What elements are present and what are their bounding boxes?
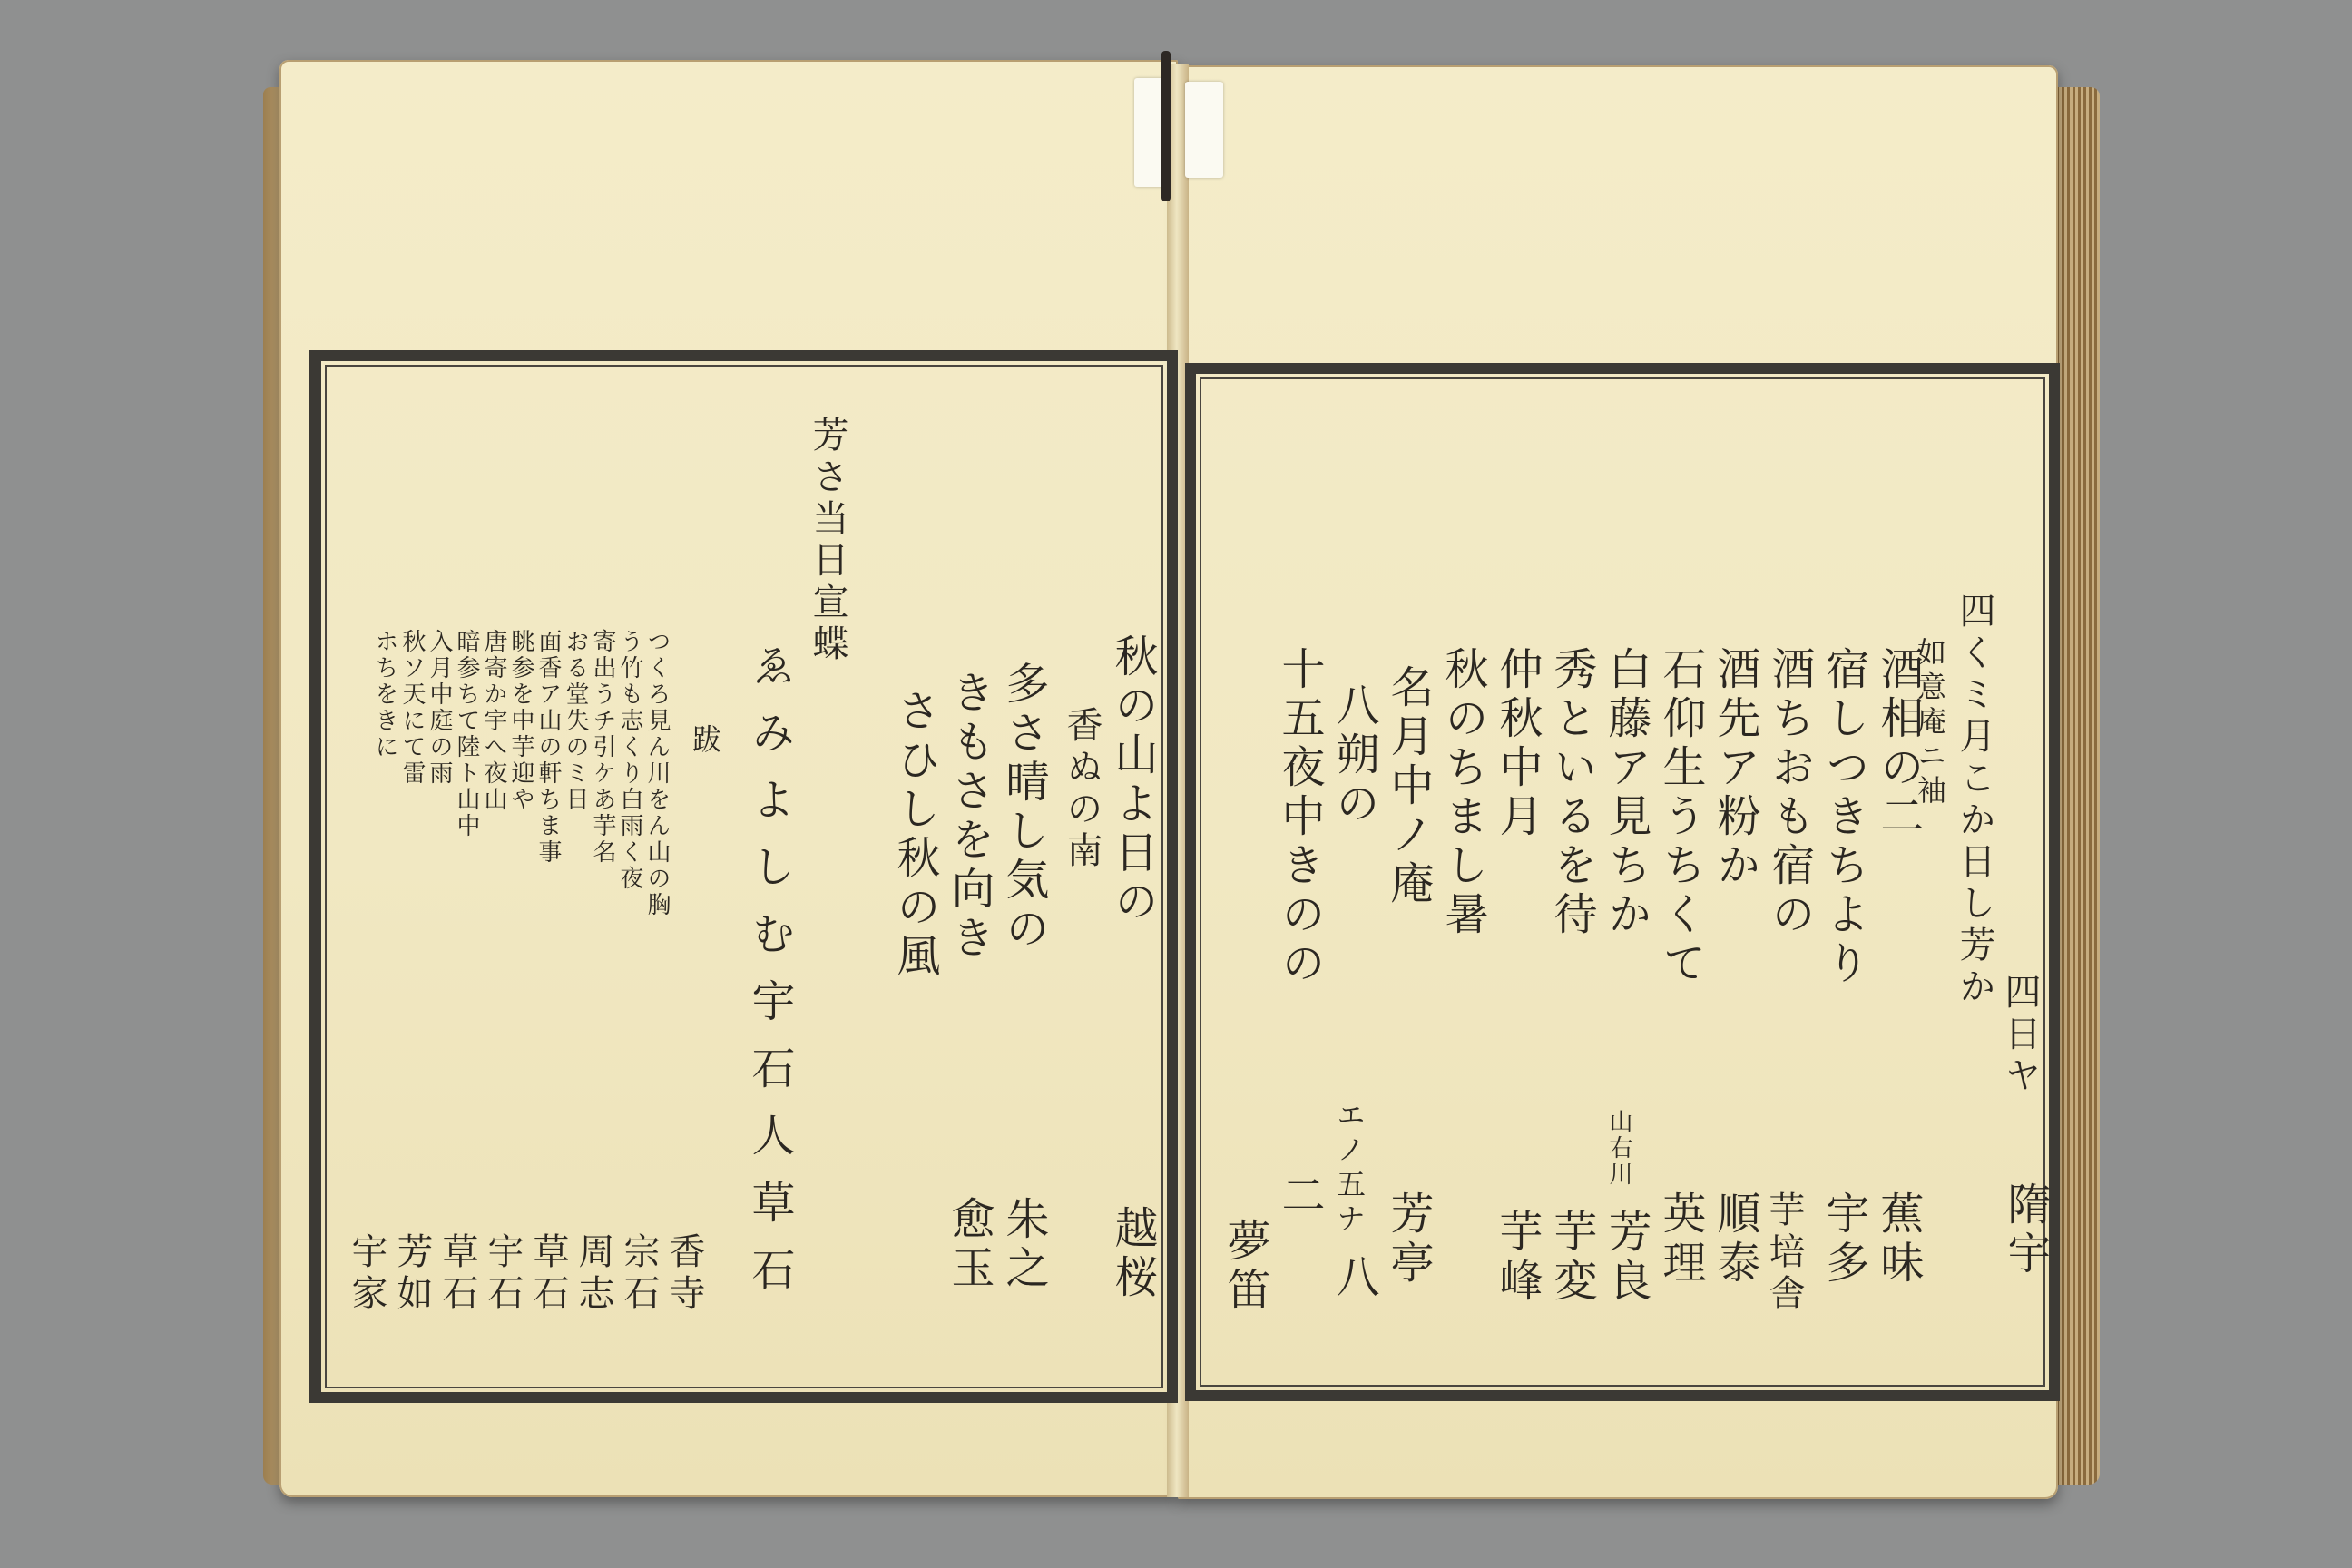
prose-col-2: う竹も志くり白雨く夜: [616, 629, 643, 892]
right-col-4: 酒先ア粉か: [1710, 646, 1760, 891]
author-block-3: 周志: [573, 1232, 614, 1316]
prose-col-1: つくろ見ん川をん山の胸: [643, 629, 671, 918]
right-author-6: 芳良: [1601, 1209, 1651, 1307]
right-author-8: 芋峰: [1492, 1209, 1543, 1307]
prose-col-9: 入月中庭の雨: [426, 629, 453, 787]
right-author-5: 英理: [1655, 1191, 1706, 1289]
author-block-1: 香寺: [663, 1232, 705, 1316]
right-author-2: 宇多: [1818, 1191, 1869, 1289]
right-small-annotation: 山右川: [1605, 1109, 1632, 1188]
right-col-1: 酒相の二: [1873, 646, 1924, 842]
right-author-11: 八: [1328, 1254, 1379, 1303]
right-author-7: 芋変: [1546, 1209, 1597, 1307]
author-block-2: 宗石: [618, 1232, 660, 1316]
prose-col-10: 秋ソ天にて雷: [398, 629, 426, 787]
right-author-12: 二: [1274, 1172, 1325, 1221]
right-edge-author: 隋宇: [2000, 1181, 2051, 1279]
left-page-frame: [309, 350, 1178, 1403]
right-heading: 四くミ月こか日し芳か: [1954, 592, 1995, 1009]
author-block-6: 草石: [436, 1232, 478, 1316]
right-author-4: 順泰: [1710, 1191, 1760, 1289]
author-block-5: 宇石: [482, 1232, 524, 1316]
right-author-3: 芋培舎: [1763, 1191, 1805, 1316]
right-col-11: 八朔の: [1328, 682, 1379, 829]
left-col-4: きもさを向き: [944, 670, 995, 964]
right-author-1: 蕉味: [1873, 1191, 1924, 1289]
right-sub-heading: 如意庵ニ袖: [1913, 637, 1947, 809]
prose-col-6: 眺参を中芋迎や: [507, 629, 534, 813]
left-col-5: さひし秋の風: [889, 688, 940, 982]
right-marginal: 四日ヤ: [1999, 973, 2041, 1098]
right-page-frame: [1185, 363, 2060, 1401]
left-col-6: 芳さ当日宣蝶: [807, 416, 848, 666]
prose-col-5: 面香ア山の軒ちま事: [534, 629, 562, 866]
right-col-8: 仲秋中月: [1492, 646, 1543, 842]
right-numeral: エノ五ナ: [1332, 1100, 1367, 1238]
prose-col-11: ホちをきに: [371, 629, 398, 760]
binding-thread: [1161, 51, 1171, 201]
right-col-2: 宿しつきちより: [1818, 646, 1869, 989]
prose-col-3: 寄出うチ引ケあ芋名: [589, 629, 616, 866]
left-col-3: 多さ晴し気の: [998, 661, 1049, 955]
prose-col-4: おる堂失のミ日: [562, 629, 589, 813]
right-col-5: 石仰生うちくて: [1655, 646, 1706, 989]
right-col-9: 秋のちまし暑: [1437, 646, 1488, 940]
left-col-1: 秋の山よ日の: [1107, 633, 1158, 927]
right-col-10: 名月中ノ庵: [1383, 664, 1434, 909]
left-author-4: 愈玉: [944, 1196, 995, 1294]
left-col-2: 香ぬの南: [1061, 706, 1102, 873]
author-block-7: 芳如: [391, 1232, 433, 1316]
right-author-10: 芳亭: [1383, 1191, 1434, 1289]
right-author-13: 夢笛: [1220, 1218, 1270, 1316]
left-author-3: 朱之: [998, 1196, 1049, 1294]
prose-col-7: 唐寄か宇へ夜山: [480, 629, 507, 813]
left-sub-label: 跋: [688, 724, 722, 759]
right-col-3: 酒ちおも宿の: [1764, 646, 1815, 940]
prose-col-8: 暗参ちて陸ト山中: [453, 629, 480, 839]
author-block-4: 草石: [527, 1232, 569, 1316]
paper-tab-right: [1185, 82, 1223, 178]
left-col-7: ゑみよしむ宇石人草石: [744, 642, 795, 1314]
right-col-12: 十五夜中きのの: [1274, 646, 1325, 989]
right-col-7: 秀といるを待: [1546, 646, 1597, 940]
right-col-6: 白藤ア見ちか: [1601, 646, 1651, 940]
author-block-8: 宇家: [346, 1232, 387, 1316]
left-author-1: 越桜: [1107, 1205, 1158, 1303]
